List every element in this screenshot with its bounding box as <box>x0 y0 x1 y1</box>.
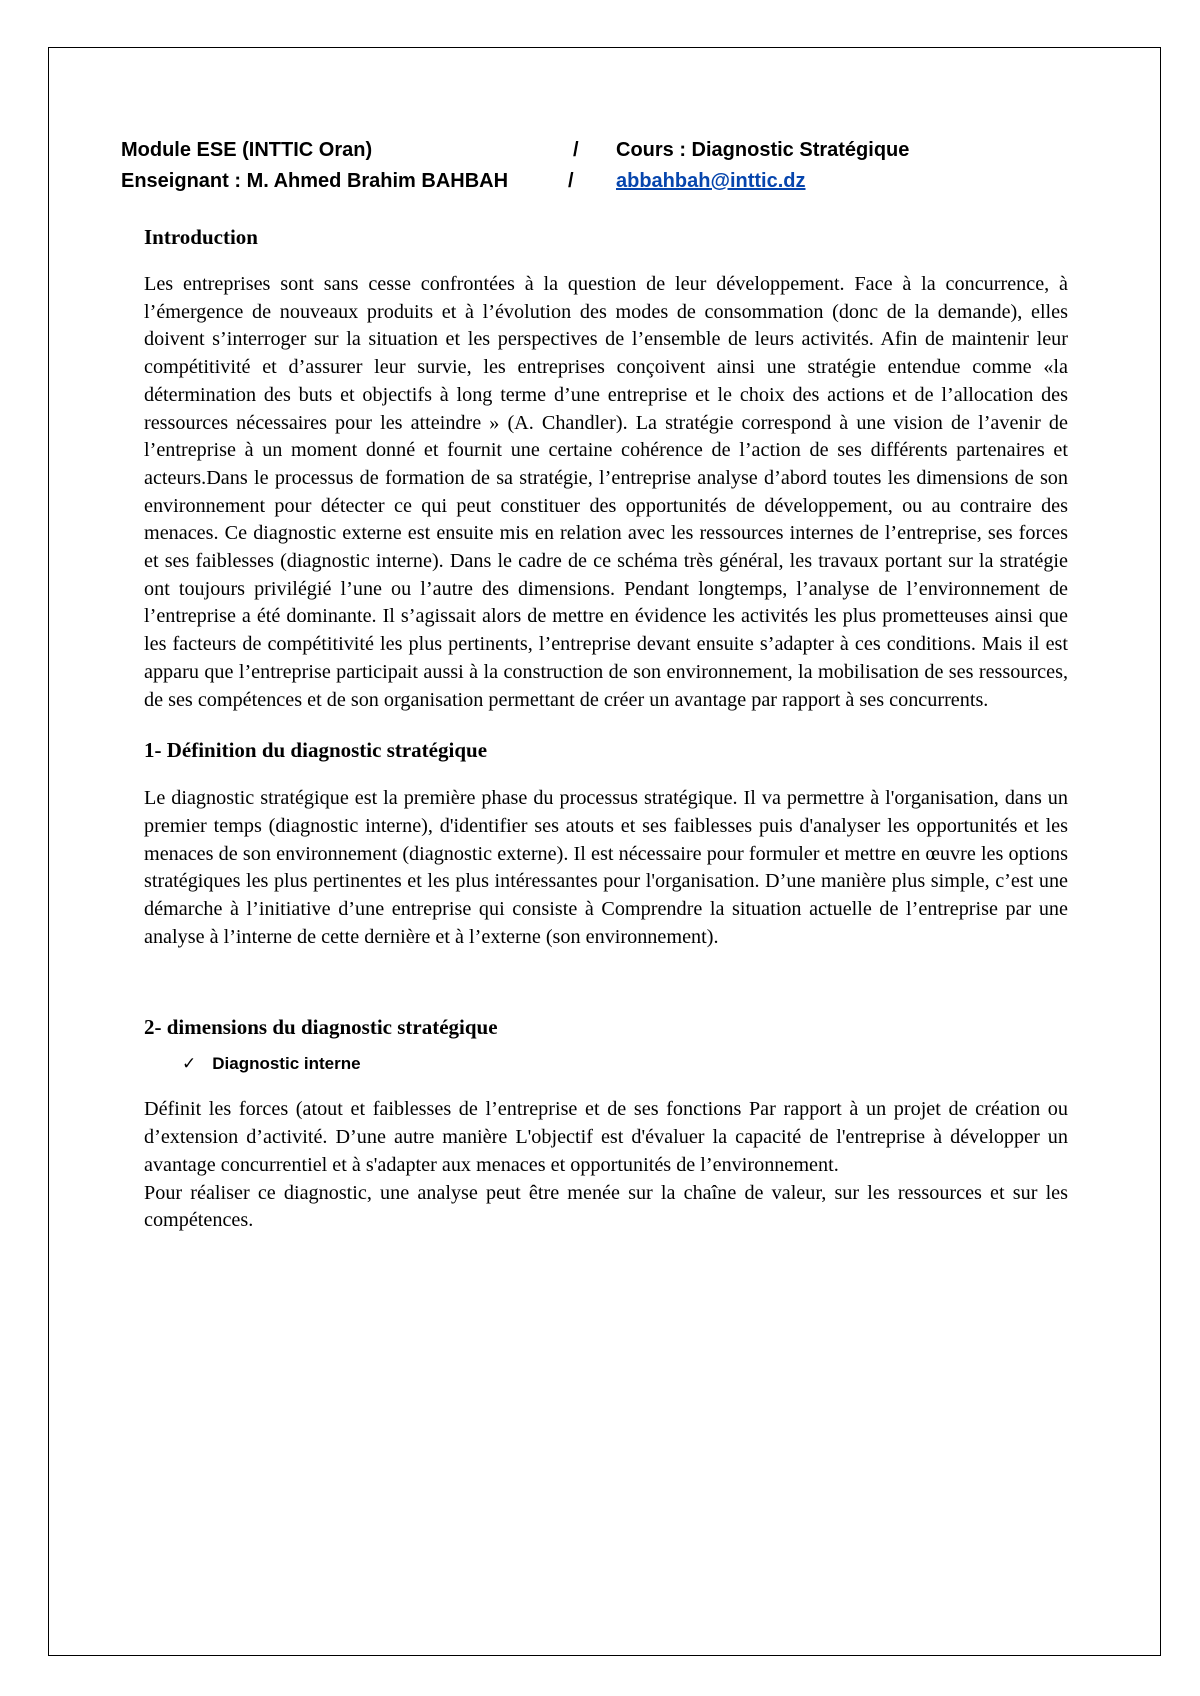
checkmark-icon: ✓ <box>182 1054 197 1075</box>
dimensions-heading: 2- dimensions du diagnostic stratégique <box>144 1015 498 1040</box>
header-separator: / <box>568 170 574 192</box>
bullet-label: Diagnostic interne <box>212 1054 361 1074</box>
teacher-label: Enseignant : M. Ahmed Brahim BAHBAH <box>121 170 509 192</box>
course-label: Cours : Diagnostic Stratégique <box>616 139 910 161</box>
email-link[interactable]: abbahbah@inttic.dz <box>616 170 806 192</box>
bullet-diagnostic-interne <box>182 1054 1068 1074</box>
header-row-module <box>121 139 1081 170</box>
definition-heading: 1- Définition du diagnostic stratégique <box>144 738 488 763</box>
introduction-heading: Introduction <box>144 225 258 249</box>
document-body <box>144 225 1068 1235</box>
introduction-paragraph: Les entreprises sont sans cesse confrontées à la question de leur développement. Face à la concurrence, à l’émergence de nouveaux produits et à l’évolution des modes de consommation (donc de la demande), elles doivent s’interroger sur la situation et les perspectives de l’ensemble de leurs activités. Afin de maintenir leur compétitivité et d’assurer leur survie, les entreprises conçoivent ainsi une stratégie entendue comme «la détermination des buts et objectifs à long terme d’une entreprise et le choix des actions et de l’allocation des ressources nécessaires pour les atteindre » (A. Chandler). La stratégie correspond à une vision de l’avenir de l’entreprise à un moment donné et fournit une certaine cohérence de l’action de ses différents partenaires et acteurs.Dans le processus de formation de sa stratégie, l’entreprise analyse d’abord toutes les dimensions de son environnement pour détecter ce qui peut constituer des opportunités de développement, ou au contraire des menaces. Ce diagnostic externe est ensuite mis en relation avec les ressources internes de l’entreprise, ses forces et ses faiblesses (diagnostic interne). Dans le cadre de ce schéma très général, les travaux portant sur la stratégie ont toujours privilégié l’une ou l’autre des dimensions. Pendant longtemps, l’analyse de l’environnement de l’entreprise a été dominante. Il s’agissait alors de mettre en évidence les activités les plus prometteuses ainsi que les facteurs de compétitivité les plus pertinents, l’entreprise devant ensuite s’adapter à ces conditions. Mais il est apparu que l’entreprise participait aussi à la construction de son environnement, la mobilisation de ses ressources, de ses compétences et de son organisation permettant de créer un avantage par rapport à ses concurrents. <box>144 273 1068 711</box>
header-separator: / <box>573 139 579 161</box>
header-row-teacher <box>121 170 1081 201</box>
definition-paragraph: Le diagnostic stratégique est la première phase du processus stratégique. Il va permettre à l'organisation, dans un premier temps (diagnostic interne), d'identifier ses atouts et ses faiblesses puis d'analyser les opportunités et les menaces de son environnement (diagnostic externe). Il est nécessaire pour formuler et mettre en œuvre les options stratégiques les plus pertinentes et les plus intéressantes pour l'organisation. D’une manière plus simple, c’est une démarche à l’initiative d’une entreprise qui consiste à Comprendre la situation actuelle de l’entreprise par une analyse à l’interne de cette dernière et à l’externe (son environnement). <box>144 787 1068 948</box>
dimensions-paragraph-2: Pour réaliser ce diagnostic, une analyse peut être menée sur la chaîne de valeur, sur les ressources et sur les compétences. <box>144 1181 1068 1232</box>
document-header <box>121 139 1081 201</box>
module-label: Module ESE (INTTIC Oran) <box>121 139 373 161</box>
dimensions-paragraph-1: Définit les forces (atout et faiblesses de l’entreprise et de ses fonctions Par rapport à un projet de création ou d’extension d’activité. D’une autre manière L'objectif est d'évaluer la capacité de l'entreprise à développer un avantage concurrentiel et à s'adapter aux menaces et opportunités de l’environnement. <box>144 1098 1068 1176</box>
